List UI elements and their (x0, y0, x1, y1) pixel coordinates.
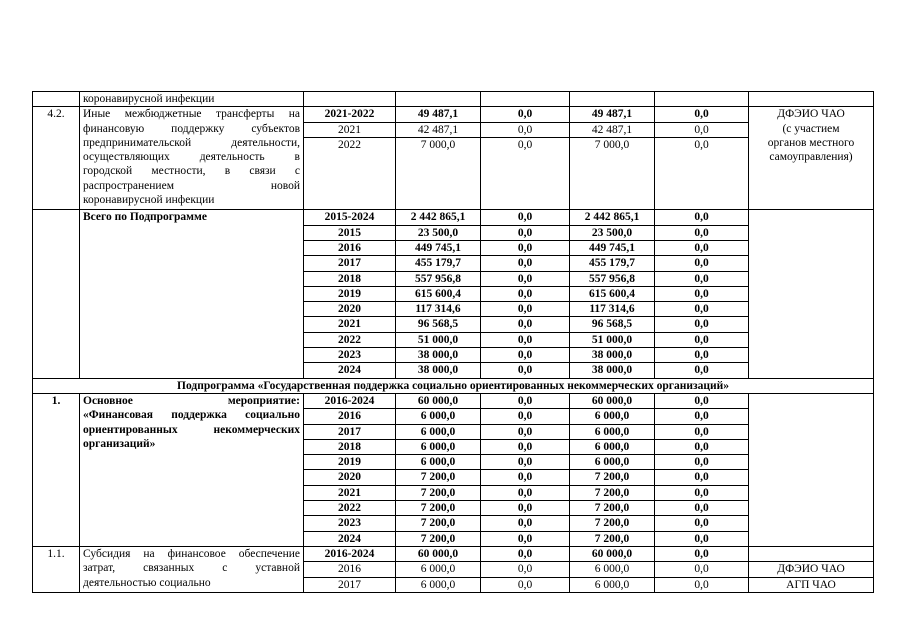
total-cell: 60 000,0 (396, 393, 481, 408)
other-cell: 0,0 (655, 516, 749, 531)
responsible-org-cell (749, 546, 874, 561)
other-cell: 0,0 (655, 240, 749, 255)
regional-cell: 60 000,0 (570, 546, 655, 561)
period-cell: 2021 (304, 317, 396, 332)
period-cell: 2016 (304, 240, 396, 255)
federal-cell: 0,0 (481, 424, 570, 439)
empty-cell (749, 92, 874, 107)
description-cell-line: деятельностью социально (83, 576, 211, 589)
period-cell: 2023 (304, 348, 396, 363)
description-cell-line: «Финансовая поддержка социально (83, 409, 300, 422)
subprogram-header: Подпрограмма «Государственная поддержка социально ориентированных некоммерческих организаций» (33, 378, 874, 393)
total-cell: 2 442 865,1 (396, 210, 481, 225)
total-cell: 7 000,0 (396, 137, 481, 210)
regional-cell: 23 500,0 (570, 225, 655, 240)
other-cell: 0,0 (655, 409, 749, 424)
regional-cell: 49 487,1 (570, 107, 655, 122)
other-cell: 0,0 (655, 501, 749, 516)
description-cell-line: Субсидия на финансовое обеспечение (83, 547, 300, 560)
number-cell: 1.1. (33, 546, 80, 592)
description-cell (80, 546, 304, 592)
responsible-org-cell-line: ДФЭИО ЧАО (777, 108, 845, 121)
other-cell: 0,0 (655, 210, 749, 225)
federal-cell: 0,0 (481, 271, 570, 286)
total-cell: 455 179,7 (396, 256, 481, 271)
federal-cell: 0,0 (481, 348, 570, 363)
description-cell-line: Основное мероприятие: (83, 394, 300, 407)
period-cell: 2022 (304, 137, 396, 210)
other-cell: 0,0 (655, 455, 749, 470)
regional-cell: 557 956,8 (570, 271, 655, 286)
period-cell: 2019 (304, 455, 396, 470)
other-cell: 0,0 (655, 393, 749, 408)
description-cell-line: городской местности, в связи с (83, 165, 300, 178)
total-cell: 6 000,0 (396, 455, 481, 470)
total-cell: 49 487,1 (396, 107, 481, 122)
regional-cell: 96 568,5 (570, 317, 655, 332)
description-cell-line: ориентированных некоммерческих (83, 423, 300, 436)
table-row (33, 107, 874, 122)
table-row (33, 210, 874, 225)
regional-cell: 7 200,0 (570, 485, 655, 500)
period-cell: 2017 (304, 424, 396, 439)
regional-cell: 7 200,0 (570, 531, 655, 546)
period-cell: 2018 (304, 271, 396, 286)
regional-cell: 7 000,0 (570, 137, 655, 210)
description-cell-line: Иные межбюджетные трансферты на (83, 108, 300, 121)
description-cell-line: коронавирусной инфекции (83, 194, 215, 207)
regional-cell: 7 200,0 (570, 470, 655, 485)
federal-cell: 0,0 (481, 546, 570, 561)
federal-cell: 0,0 (481, 409, 570, 424)
total-cell: 557 956,8 (396, 271, 481, 286)
other-cell: 0,0 (655, 225, 749, 240)
period-cell: 2016 (304, 562, 396, 577)
federal-cell: 0,0 (481, 107, 570, 122)
total-cell: 117 314,6 (396, 302, 481, 317)
period-cell: 2016-2024 (304, 393, 396, 408)
federal-cell: 0,0 (481, 286, 570, 301)
empty-cell (396, 92, 481, 107)
number-cell (33, 92, 80, 107)
period-cell: 2015 (304, 225, 396, 240)
regional-cell: 6 000,0 (570, 424, 655, 439)
total-cell: 7 200,0 (396, 470, 481, 485)
regional-cell: 38 000,0 (570, 363, 655, 378)
empty-cell (570, 92, 655, 107)
regional-cell: 7 200,0 (570, 501, 655, 516)
other-cell: 0,0 (655, 286, 749, 301)
other-cell: 0,0 (655, 256, 749, 271)
section-header-row (33, 378, 874, 393)
period-cell: 2021 (304, 485, 396, 500)
period-cell: 2017 (304, 577, 396, 592)
period-cell: 2016 (304, 409, 396, 424)
regional-cell: 6 000,0 (570, 455, 655, 470)
regional-cell: 60 000,0 (570, 393, 655, 408)
other-cell: 0,0 (655, 439, 749, 454)
federal-cell: 0,0 (481, 577, 570, 592)
total-cell: 38 000,0 (396, 363, 481, 378)
responsible-org-cell-line: самоуправления) (769, 151, 853, 164)
table-row (33, 92, 874, 107)
period-cell: 2024 (304, 531, 396, 546)
period-cell: 2020 (304, 470, 396, 485)
other-cell: 0,0 (655, 562, 749, 577)
other-cell: 0,0 (655, 424, 749, 439)
description-cell: коронавирусной инфекции (80, 92, 304, 107)
other-cell: 0,0 (655, 363, 749, 378)
federal-cell: 0,0 (481, 256, 570, 271)
total-cell: 6 000,0 (396, 424, 481, 439)
number-cell (33, 210, 80, 378)
period-cell: 2020 (304, 302, 396, 317)
total-cell: 7 200,0 (396, 531, 481, 546)
total-cell: 7 200,0 (396, 485, 481, 500)
regional-cell: 615 600,4 (570, 286, 655, 301)
responsible-org-cell-line: органов местного (767, 136, 855, 149)
regional-cell: 6 000,0 (570, 562, 655, 577)
number-cell: 1. (33, 393, 80, 546)
federal-cell: 0,0 (481, 393, 570, 408)
federal-cell: 0,0 (481, 240, 570, 255)
empty-cell (655, 92, 749, 107)
federal-cell: 0,0 (481, 501, 570, 516)
responsible-org-cell: ДФЭИО ЧАО (749, 562, 874, 577)
total-cell: 23 500,0 (396, 225, 481, 240)
regional-cell: 38 000,0 (570, 348, 655, 363)
federal-cell: 0,0 (481, 485, 570, 500)
period-cell: 2015-2024 (304, 210, 396, 225)
total-cell: 6 000,0 (396, 439, 481, 454)
period-cell: 2019 (304, 286, 396, 301)
period-cell: 2023 (304, 516, 396, 531)
other-cell: 0,0 (655, 107, 749, 122)
period-cell: 2018 (304, 439, 396, 454)
total-cell: 96 568,5 (396, 317, 481, 332)
federal-cell: 0,0 (481, 470, 570, 485)
description-cell-line: предпринимательской деятельности, (83, 136, 300, 149)
federal-cell: 0,0 (481, 317, 570, 332)
period-cell: 2017 (304, 256, 396, 271)
total-cell: 615 600,4 (396, 286, 481, 301)
total-cell: 42 487,1 (396, 122, 481, 137)
other-cell: 0,0 (655, 332, 749, 347)
budget-table (32, 91, 874, 593)
other-cell: 0,0 (655, 137, 749, 210)
period-cell: 2024 (304, 363, 396, 378)
total-cell: 38 000,0 (396, 348, 481, 363)
regional-cell: 117 314,6 (570, 302, 655, 317)
total-cell: 449 745,1 (396, 240, 481, 255)
description-cell-line: распространением новой (83, 179, 300, 192)
federal-cell: 0,0 (481, 455, 570, 470)
federal-cell: 0,0 (481, 122, 570, 137)
description-cell (80, 393, 304, 546)
federal-cell: 0,0 (481, 363, 570, 378)
total-cell: 7 200,0 (396, 501, 481, 516)
federal-cell: 0,0 (481, 225, 570, 240)
federal-cell: 0,0 (481, 210, 570, 225)
regional-cell: 7 200,0 (570, 516, 655, 531)
total-cell: 60 000,0 (396, 546, 481, 561)
description-cell-line: финансовую поддержку субъектов (83, 122, 300, 135)
responsible-org-cell (749, 393, 874, 546)
regional-cell: 455 179,7 (570, 256, 655, 271)
responsible-org-cell: АГП ЧАО (749, 577, 874, 592)
total-cell: 6 000,0 (396, 577, 481, 592)
total-cell: 6 000,0 (396, 562, 481, 577)
total-cell: 51 000,0 (396, 332, 481, 347)
description-cell (80, 107, 304, 210)
period-cell: 2021-2022 (304, 107, 396, 122)
regional-cell: 2 442 865,1 (570, 210, 655, 225)
table-row (33, 546, 874, 561)
other-cell: 0,0 (655, 122, 749, 137)
federal-cell: 0,0 (481, 302, 570, 317)
other-cell: 0,0 (655, 470, 749, 485)
period-cell: 2016-2024 (304, 546, 396, 561)
regional-cell: 42 487,1 (570, 122, 655, 137)
other-cell: 0,0 (655, 546, 749, 561)
period-cell: 2022 (304, 332, 396, 347)
federal-cell: 0,0 (481, 137, 570, 210)
regional-cell: 6 000,0 (570, 577, 655, 592)
federal-cell: 0,0 (481, 439, 570, 454)
other-cell: 0,0 (655, 302, 749, 317)
total-cell: 6 000,0 (396, 409, 481, 424)
regional-cell: 6 000,0 (570, 439, 655, 454)
empty-cell (304, 92, 396, 107)
empty-cell (481, 92, 570, 107)
period-cell: 2021 (304, 122, 396, 137)
federal-cell: 0,0 (481, 531, 570, 546)
responsible-org-cell (749, 210, 874, 378)
other-cell: 0,0 (655, 577, 749, 592)
other-cell: 0,0 (655, 531, 749, 546)
total-label-cell: Всего по Подпрограмме (80, 210, 304, 378)
table-row (33, 393, 874, 408)
other-cell: 0,0 (655, 348, 749, 363)
number-cell: 4.2. (33, 107, 80, 210)
regional-cell: 51 000,0 (570, 332, 655, 347)
federal-cell: 0,0 (481, 332, 570, 347)
total-cell: 7 200,0 (396, 516, 481, 531)
regional-cell: 449 745,1 (570, 240, 655, 255)
federal-cell: 0,0 (481, 516, 570, 531)
responsible-org-cell (749, 107, 874, 210)
federal-cell: 0,0 (481, 562, 570, 577)
description-cell-line: затрат, связанных с уставной (83, 562, 300, 575)
period-cell: 2022 (304, 501, 396, 516)
description-cell-line: организаций» (83, 437, 156, 450)
other-cell: 0,0 (655, 485, 749, 500)
other-cell: 0,0 (655, 317, 749, 332)
description-cell-line: осуществляющих деятельность в (83, 151, 300, 164)
regional-cell: 6 000,0 (570, 409, 655, 424)
responsible-org-cell-line: (с участием (782, 122, 840, 135)
other-cell: 0,0 (655, 271, 749, 286)
